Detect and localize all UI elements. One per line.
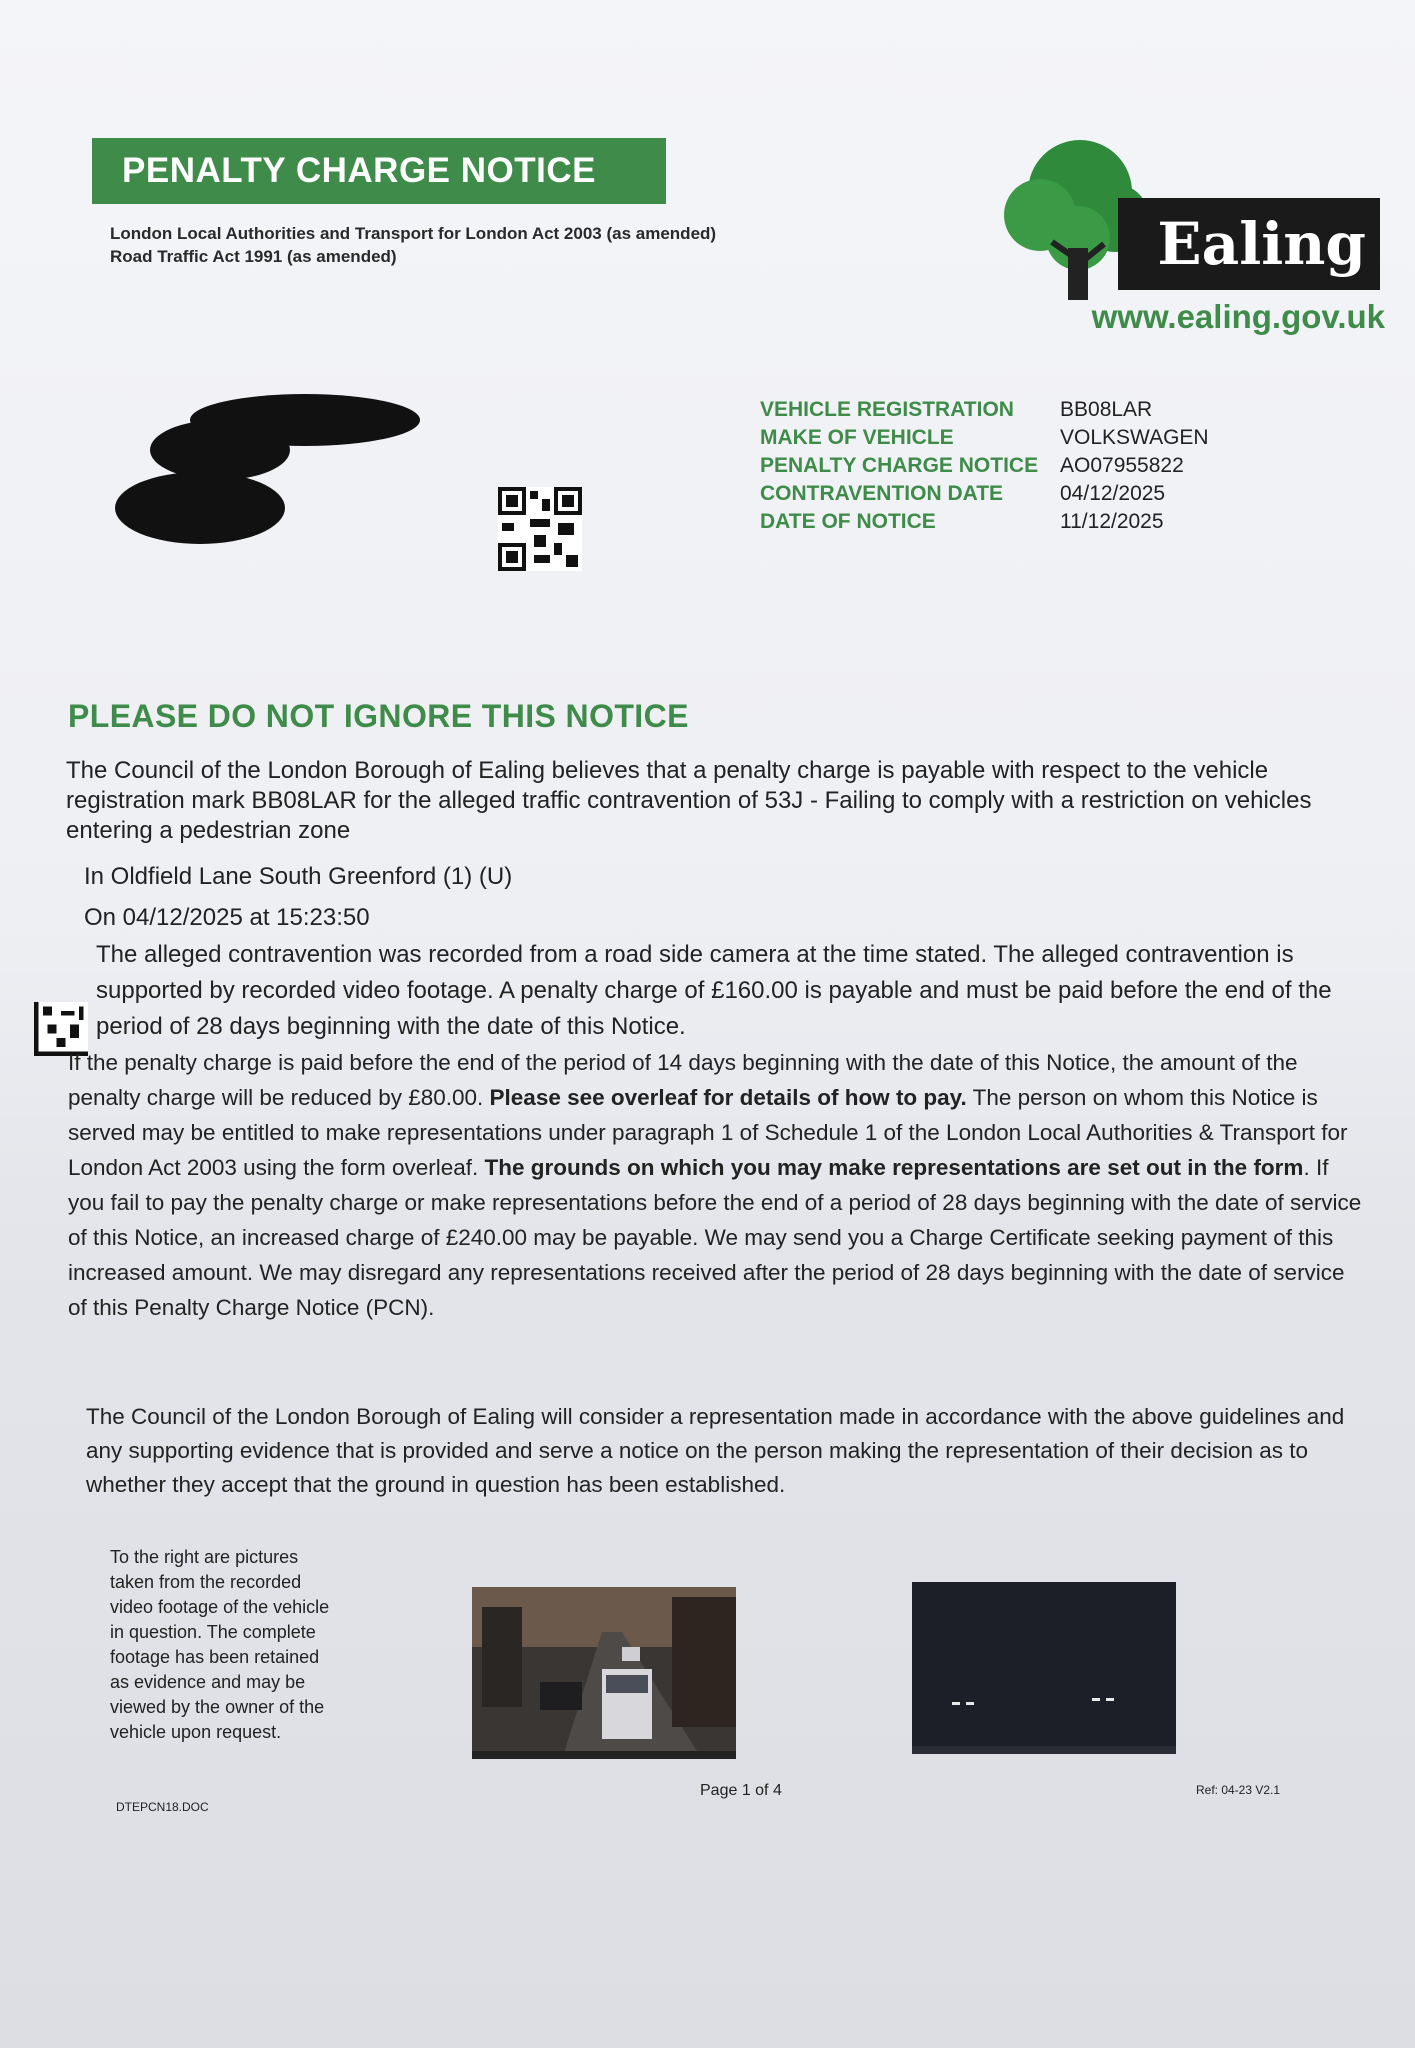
warning-headline: PLEASE DO NOT IGNORE THIS NOTICE bbox=[68, 698, 689, 734]
grounds-statement: The grounds on which you may make representations are set out in the form bbox=[484, 1155, 1304, 1180]
council-website[interactable]: www.ealing.gov.uk bbox=[1091, 298, 1385, 335]
act-line-1: London Local Authorities and Transport for London Act 2003 (as amended) bbox=[110, 224, 717, 243]
act-line-2: Road Traffic Act 1991 (as amended) bbox=[110, 247, 397, 266]
notice-date: 11/12/2025 bbox=[1060, 510, 1164, 533]
vehicle-row: VEHICLE REGISTRATION BB08LAR bbox=[760, 396, 1209, 424]
ealing-wordmark: Ealing bbox=[1118, 198, 1380, 290]
representation-paragraph: The Council of the London Borough of Ealing will consider a representation made in accordance with the above guidelines and any supporting evidence that is provided and serve a notice on the person making the representation of their decision as to whether they accept that the ground in question has been established. bbox=[86, 1404, 1345, 1497]
see-overleaf: Please see overleaf for details of how to pay. bbox=[489, 1085, 967, 1110]
form-reference: Ref: 04-23 V2.1 bbox=[1196, 1783, 1281, 1797]
contravention-location: In Oldfield Lane South Greenford (1) (U) bbox=[84, 863, 513, 890]
camera-still-street bbox=[472, 1587, 736, 1759]
vehicle-registration: BB08LAR bbox=[1060, 398, 1153, 421]
notice-banner: PENALTY CHARGE NOTICE bbox=[92, 138, 666, 204]
redacted-address bbox=[110, 388, 420, 548]
payment-paragraph: If the penalty charge is paid before the end of the period of 14 days beginning with the date of this Notice, the amount of the penalty charge will be reduced by £80.00. Please see overleaf for details of how to pay. The person on whom this Notice is served may be entitled to make representations under paragraph 1 of Schedule 1 of the London Local Authorities & Transport for London Act 2003 using the form overleaf. The grounds on which you may make representations are set out in the form. If you fail to pay the penalty charge or make representations before the end of a period of 28 days beginning with the date of service of this Notice, an increased charge of £240.00 may be payable. We may send you a Charge Certificate seeking payment of this increased amount. We may disregard any representations received after the period of 28 days beginning with the date of service of this Penalty Charge Notice (PCN). bbox=[68, 1050, 1362, 1320]
vehicle-row: CONTRAVENTION DATE 04/12/2025 bbox=[760, 480, 1209, 508]
document-reference: DTEPCN18.DOC bbox=[116, 1800, 209, 1814]
vehicle-details-table bbox=[760, 396, 1209, 536]
pcn-number: AO07955822 bbox=[1060, 454, 1184, 477]
contravention-date: 04/12/2025 bbox=[1060, 482, 1166, 505]
vehicle-row: DATE OF NOTICE 11/12/2025 bbox=[760, 508, 1209, 536]
page-number: Page 1 of 4 bbox=[700, 1782, 782, 1799]
vehicle-row: PENALTY CHARGE NOTICE AO07955822 bbox=[760, 452, 1209, 480]
footage-caption: To the right are pictures taken from the recorded video footage of the vehicle in question. The complete footage has been retained as evidence and may be viewed by the owner of the vehicle upon request. bbox=[110, 1547, 330, 1742]
qr-code-icon bbox=[498, 487, 582, 571]
camera-still-dark bbox=[912, 1582, 1176, 1754]
vehicle-row: MAKE OF VEHICLE VOLKSWAGEN bbox=[760, 424, 1209, 452]
recorded-paragraph: The alleged contravention was recorded from a road side camera at the time stated. The alleged contravention is supported by recorded video footage. A penalty charge of £160.00 is payable and must be paid before the end of the period of 28 days beginning with the date of this Notice. bbox=[96, 941, 1332, 1040]
contravention-datetime: On 04/12/2025 at 15:23:50 bbox=[84, 904, 370, 931]
intro-paragraph: The Council of the London Borough of Ealing believes that a penalty charge is payable with respect to the vehicle registration mark BB08LAR for the alleged traffic contravention of 53J - Failing to comply with a restriction on vehicles entering a pedestrian zone bbox=[66, 757, 1312, 844]
vehicle-make: VOLKSWAGEN bbox=[1060, 426, 1209, 449]
ealing-logo bbox=[1000, 130, 1385, 335]
legislation-block bbox=[110, 222, 716, 268]
